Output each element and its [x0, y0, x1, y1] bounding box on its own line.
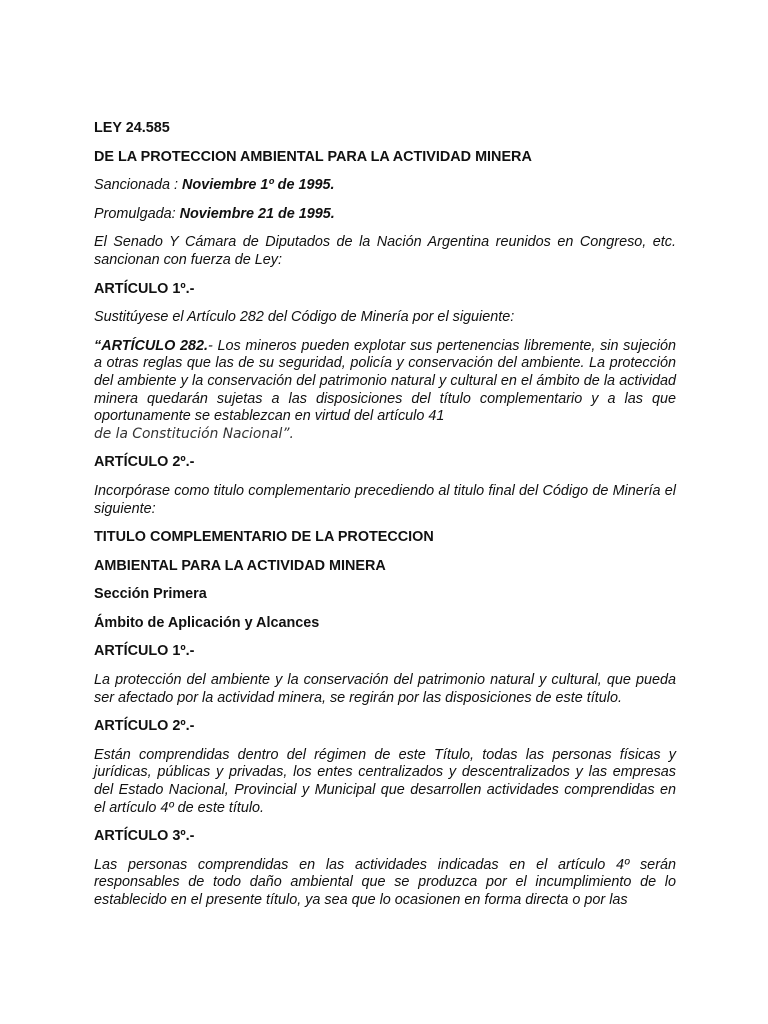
- document-page: [94, 120, 676, 921]
- article-282-body: - Los mineros pueden explotar sus pertenencias libremente, sin sujeción a otras reglas que las de su seguridad, policía y conservación del ambiente. La protección del ambiente y la conservación del patrimonio natural y cultural en el ámbito de la actividad minera quedarán sujetas a las disposiciones del título complementario y a las que oportunamente se establezcan en virtud del artículo 41: [94, 337, 676, 425]
- law-title: DE LA PROTECCION AMBIENTAL PARA LA ACTIVIDAD MINERA: [94, 148, 532, 165]
- sanction-date: Noviembre 1º de 1995.: [182, 177, 335, 194]
- section-article-1-heading: ARTÍCULO 1º.-: [94, 643, 195, 660]
- section-heading: Sección Primera: [94, 586, 207, 603]
- promulgation-date: Noviembre 21 de 1995.: [179, 205, 335, 222]
- section-article-3-heading: ARTÍCULO 3º.-: [94, 828, 195, 845]
- sanction-label: Sancionada :: [94, 177, 183, 194]
- promulgation-label: Promulgada:: [94, 205, 180, 222]
- sanction-line: [94, 177, 676, 195]
- complementary-title-line-2: AMBIENTAL PARA LA ACTIVIDAD MINERA: [94, 557, 386, 574]
- section-article-2-text: Están comprendidas dentro del régimen de este Título, todas las personas físicas y jurídicas, públicas y privadas, los entes centralizados y descentralizados y las empresas del Estado Nacional, Provincial y Municipal que desarrollen actividades comprendidas en el artículo 4º de este título.: [94, 746, 676, 816]
- article-2-heading: ARTÍCULO 2º.-: [94, 454, 195, 471]
- article-1-text: Sustitúyese el Artículo 282 del Código de Minería por el siguiente:: [94, 309, 515, 326]
- promulgation-line: [94, 206, 676, 224]
- section-article-2-heading: ARTÍCULO 2º.-: [94, 718, 195, 735]
- article-2-text: Incorpórase como titulo complementario precediendo al titulo final del Código de Minería el siguiente:: [94, 482, 676, 517]
- article-282-quote: [94, 338, 676, 444]
- article-282-label: “ARTÍCULO 282.: [94, 337, 208, 354]
- article-1-heading: ARTÍCULO 1º.-: [94, 280, 195, 297]
- complementary-title-line-1: TITULO COMPLEMENTARIO DE LA PROTECCION: [94, 529, 434, 546]
- section-article-3-text: Las personas comprendidas en las actividades indicadas en el artículo 4º serán responsables de todo daño ambiental que se produzca por el incumplimiento de lo establecido en el presente título, ya sea que lo ocasionen en forma directa o por las: [94, 856, 676, 908]
- section-article-1-text: La protección del ambiente y la conservación del patrimonio natural y cultural, que pueda ser afectado por la actividad minera, se regirán por las disposiciones de este título.: [94, 672, 676, 706]
- preamble: El Senado Y Cámara de Diputados de la Nación Argentina reunidos en Congreso, etc. sancionan con fuerza de Ley:: [94, 234, 676, 268]
- section-subtitle: Ámbito de Aplicación y Alcances: [94, 614, 320, 631]
- law-number: LEY 24.585: [94, 120, 170, 136]
- article-282-tail: de la Constitución Nacional”.: [94, 425, 294, 442]
